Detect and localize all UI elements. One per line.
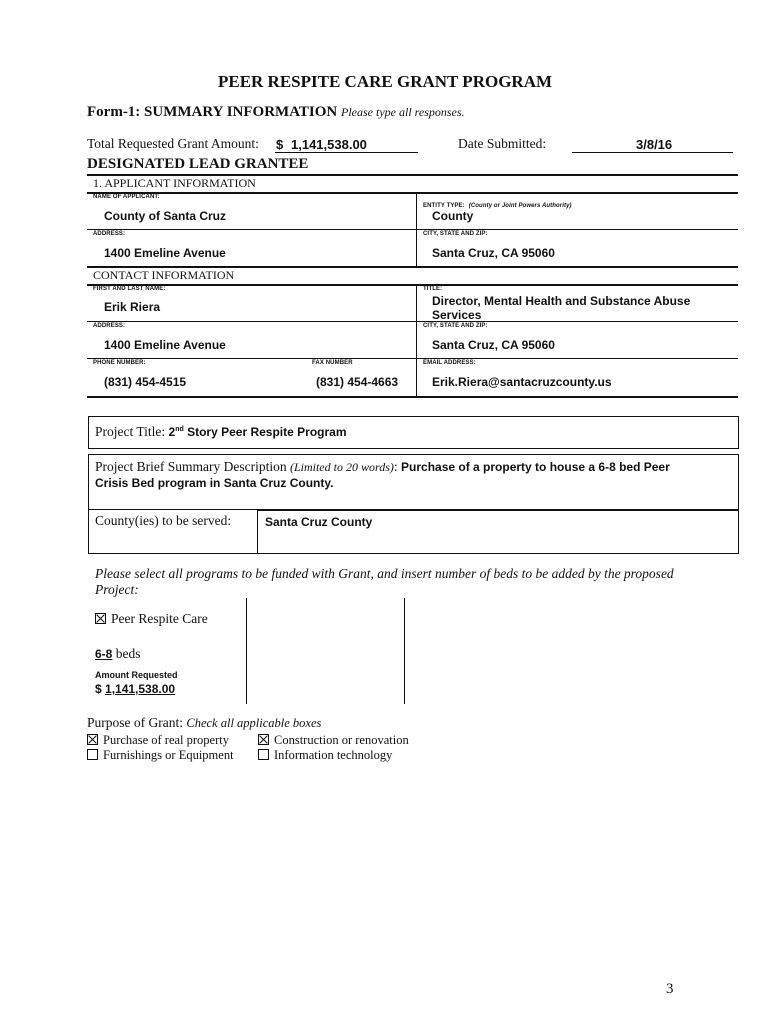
- construction-checkbox[interactable]: [258, 734, 269, 745]
- purpose-option-furnishings[interactable]: [87, 748, 234, 763]
- peer-respite-checkbox[interactable]: [95, 613, 106, 624]
- form-instruction: Please type all responses.: [341, 105, 465, 119]
- amount-prefix: $: [276, 137, 284, 152]
- amount-requested-prefix: $: [95, 682, 106, 696]
- project-title-sup: nd: [175, 426, 184, 433]
- entity-hint: (County or Joint Powers Authority): [468, 203, 572, 209]
- amount-value: 1,141,538.00: [291, 137, 367, 152]
- phone-value: (831) 454-4515: [104, 375, 187, 389]
- purpose-label: Purpose of Grant:: [87, 715, 183, 730]
- applicant-name-value: County of Santa Cruz: [104, 209, 226, 223]
- contact-address-label: ADDRESS:: [93, 323, 126, 329]
- project-title-prefix: 2: [168, 425, 176, 439]
- row-divider: [87, 358, 738, 359]
- contact-column-divider: [416, 285, 417, 398]
- purpose-option-real-property[interactable]: [87, 733, 229, 748]
- purpose-hint: Check all applicable boxes: [186, 716, 322, 730]
- beds-field: [95, 646, 140, 662]
- contact-address-value: 1400 Emeline Avenue: [104, 338, 226, 352]
- contact-title-value-line2: Services: [432, 308, 482, 322]
- purpose-option-construction[interactable]: [258, 733, 409, 748]
- amount-requested-label: Amount Requested: [95, 670, 178, 680]
- contact-rule: [87, 284, 738, 286]
- information-technology-checkbox[interactable]: [258, 749, 269, 760]
- project-title-label: Project Title:: [95, 424, 166, 439]
- contact-section-heading: CONTACT INFORMATION: [93, 268, 235, 282]
- fax-label: FAX NUMBER: [312, 360, 353, 366]
- contact-title-label: TITLE:: [423, 286, 443, 292]
- amount-requested-field: [95, 682, 175, 696]
- counties-label: County(ies) to be served:: [95, 513, 232, 528]
- construction-label: Construction or renovation: [274, 733, 409, 747]
- peer-respite-label: Peer Respite Care: [111, 611, 208, 626]
- amount-label: Total Requested Grant Amount:: [87, 136, 259, 151]
- beds-value[interactable]: 6-8: [95, 647, 113, 661]
- applicant-address-label: ADDRESS:: [93, 231, 126, 237]
- project-summary-line2: Crisis Bed program in Santa Cruz County.: [95, 476, 334, 490]
- programs-instruction-line2: Project:: [95, 582, 139, 597]
- date-value: 3/8/16: [636, 137, 673, 152]
- email-label: EMAIL ADDRESS:: [423, 360, 476, 366]
- programs-instruction-line1: Please select all programs to be funded with Grant, and insert number of beds to be added by the proposed: [95, 566, 674, 581]
- contact-title-value-line1: Director, Mental Health and Substance Abuse: [432, 294, 691, 308]
- contact-name-label: FIRST AND LAST NAME:: [93, 286, 166, 292]
- applicant-section-heading: 1. APPLICANT INFORMATION: [93, 176, 256, 190]
- beds-label: beds: [112, 646, 141, 661]
- entity-label-text: ENTITY TYPE:: [423, 203, 465, 209]
- applicant-name-label: NAME OF APPLICANT:: [93, 194, 160, 200]
- project-summary-line1: Purchase of a property to house a 6-8 bed Peer: [401, 460, 670, 474]
- project-title-value: [169, 425, 347, 439]
- program-column-divider-2: [404, 598, 405, 704]
- information-technology-label: Information technology: [274, 748, 393, 762]
- program-column-divider-1: [246, 598, 247, 704]
- fax-value: (831) 454-4663: [316, 375, 399, 389]
- form-heading: [87, 104, 465, 121]
- lead-grantee-heading: DESIGNATED LEAD GRANTEE: [87, 156, 309, 172]
- entity-value: County: [432, 209, 474, 223]
- page-number: 3: [666, 981, 674, 997]
- contact-city-label: CITY, STATE AND ZIP:: [423, 323, 488, 329]
- project-summary-hint: (Limited to 20 words): [289, 460, 394, 474]
- project-summary-colon: :: [393, 459, 398, 474]
- applicant-city-label: CITY, STATE AND ZIP:: [423, 231, 488, 237]
- amount-underline: [275, 152, 418, 153]
- furnishings-label: Furnishings or Equipment: [103, 748, 234, 762]
- furnishings-checkbox[interactable]: [87, 749, 98, 760]
- email-value: Erik.Riera@santacruzcounty.us: [432, 375, 612, 389]
- project-title: [95, 424, 347, 440]
- purpose-option-it[interactable]: [258, 748, 392, 763]
- row-divider: [87, 321, 738, 322]
- project-title-rest: Story Peer Respite Program: [183, 425, 347, 439]
- amount-requested-value[interactable]: 1,141,538.00: [105, 682, 176, 696]
- project-summary: [95, 459, 725, 491]
- page-title: PEER RESPITE CARE GRANT PROGRAM: [217, 72, 553, 91]
- contact-name-value: Erik Riera: [104, 300, 161, 314]
- real-property-checkbox[interactable]: [87, 734, 98, 745]
- applicant-column-divider: [416, 193, 417, 266]
- real-property-label: Purchase of real property: [103, 733, 229, 747]
- contact-rule-bottom: [87, 396, 738, 398]
- counties-value: Santa Cruz County: [265, 515, 373, 529]
- date-underline: [572, 152, 733, 153]
- applicant-city-value: Santa Cruz, CA 95060: [432, 246, 555, 260]
- contact-city-value: Santa Cruz, CA 95060: [432, 338, 555, 352]
- phone-label: PHONE NUMBER:: [93, 360, 146, 366]
- form-name: Form-1: SUMMARY INFORMATION: [87, 104, 338, 120]
- applicant-rule: [87, 192, 738, 194]
- peer-respite-option[interactable]: [95, 611, 208, 627]
- row-divider: [87, 229, 738, 230]
- project-summary-label: Project Brief Summary Description: [95, 459, 287, 474]
- date-label: Date Submitted:: [458, 136, 547, 151]
- applicant-address-value: 1400 Emeline Avenue: [104, 246, 226, 260]
- purpose-heading: [87, 715, 321, 731]
